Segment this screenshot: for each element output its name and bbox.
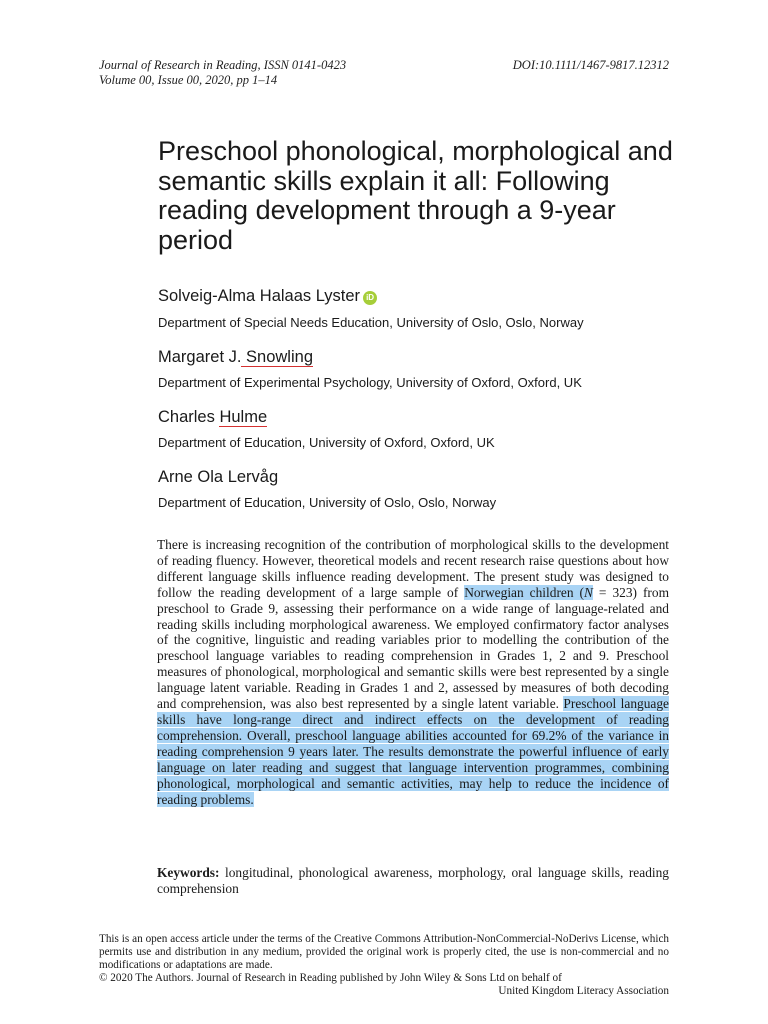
license-text: This is an open access article under the terms of the Creative Commons Attribution-NonCommercial-NoDerivs License, which permits use and distribution in any medium, provided the original work is properly cited, the use is non-commercial and no modifications or adaptations are made.: [99, 933, 669, 971]
highlight-text: Norwegian children (: [464, 584, 584, 600]
author-first-name: Charles: [158, 408, 215, 426]
association-text: United Kingdom Literacy Association: [498, 985, 669, 997]
highlight-2[interactable]: Preschool language skills have long-range direct and indirect effects on the development of reading comprehension. Overall, preschool language abilities accounted for 69.2% of the variance in reading comprehension 9 years later. The results demonstrate the powerful influence of early language on later reading and suggest that language intervention programmes, combining phonological, morphological and semantic activities, may help to reduce the incidence of reading problems.: [157, 696, 669, 807]
license-notice: [99, 933, 669, 998]
journal-line: Journal of Research in Reading, ISSN 0141-0423: [99, 58, 347, 72]
copyright-text: © 2020 The Authors. Journal of Research in Reading published by John Wiley & Sons Ltd on behalf of: [99, 972, 562, 984]
keywords: [157, 865, 669, 897]
author-4: Arne Ola Lervåg: [158, 468, 279, 486]
affiliation-3: Department of Education, University of Oxford, Oxford, UK: [158, 435, 495, 450]
author-first-name: Margaret J.: [158, 348, 242, 366]
affiliation-4: Department of Education, University of Oslo, Oslo, Norway: [158, 495, 497, 510]
journal-header: [99, 58, 346, 88]
abstract: [157, 537, 669, 807]
abstract-text-2: = 323) from preschool to Grade 9, assessing their performance on a wide range of language-related and reading skills including morphological awareness. We employed confirmatory factor analyses of the cognitive, linguistic and reading variables prior to modelling the contribution of the preschool language variables to reading comprehension in Grades 1, 2 and 9. Preschool measures of phonological, morphological and semantic skills were best represented by a single language latent variable. Reading in Grades 1 and 2, assessed by measures of both decoding and comprehension, was also best represented by a single latent variable.: [157, 584, 669, 712]
keywords-label: Keywords:: [157, 865, 220, 880]
orcid-icon[interactable]: iD: [363, 291, 377, 305]
affiliation-1: Department of Special Needs Education, University of Oslo, Oslo, Norway: [158, 315, 584, 330]
author-name: Solveig-Alma Halaas Lyster: [158, 287, 361, 305]
keywords-text: longitudinal, phonological awareness, morphology, oral language skills, reading comprehension: [157, 865, 669, 896]
abstract-text-1: There is increasing recognition of the contribution of morphological skills to the development of reading fluency. However, theoretical models and recent research raise questions about how different language skills influence reading development. The present study was designed to follow the reading development of a large sample of: [157, 537, 669, 600]
author-1: [158, 287, 377, 306]
author-last-name: Snowling: [241, 348, 313, 366]
highlight-1[interactable]: [464, 585, 593, 600]
author-3: [158, 408, 267, 427]
doi[interactable]: DOI:10.1111/1467-9817.12312: [512, 58, 669, 72]
n-symbol: N: [583, 584, 593, 600]
volume-line: Volume 00, Issue 00, 2020, pp 1–14: [99, 73, 278, 87]
author-last-name: Hulme: [219, 408, 268, 426]
affiliation-2: Department of Experimental Psychology, University of Oxford, Oxford, UK: [158, 375, 582, 390]
author-2: [158, 348, 313, 367]
article-title: Preschool phonological, morphological and semantic skills explain it all: Following reading development through a 9-year period: [158, 136, 673, 255]
